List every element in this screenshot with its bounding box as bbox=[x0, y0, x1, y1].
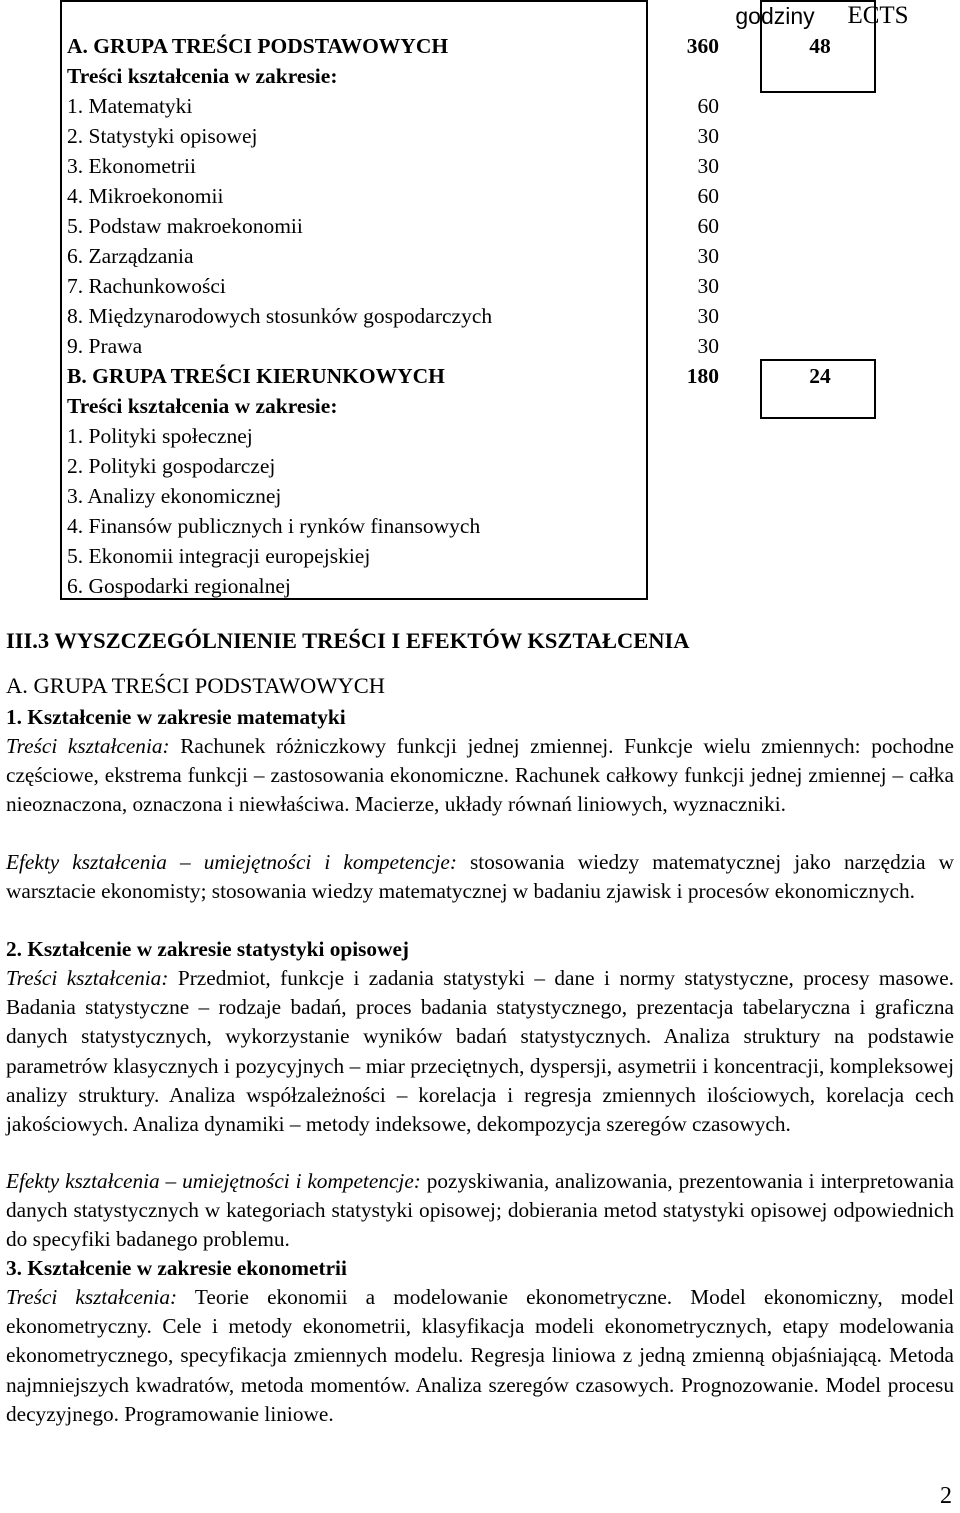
subject-heading: 1. Kształcenie w zakresie matematyki bbox=[6, 705, 346, 729]
group-b-row bbox=[67, 361, 867, 391]
table-row bbox=[67, 121, 867, 151]
table-row bbox=[67, 211, 867, 241]
content-label: Treści kształcenia: bbox=[6, 734, 170, 758]
subject-effects-paragraph bbox=[6, 848, 954, 906]
subject-content-paragraph bbox=[6, 964, 954, 1139]
table-row bbox=[67, 421, 867, 451]
subject-hours: 30 bbox=[697, 274, 719, 298]
subject-content-paragraph bbox=[6, 732, 954, 820]
content-label: Treści kształcenia: bbox=[6, 1285, 178, 1309]
subject-name: 5. Ekonomii integracji europejskiej bbox=[67, 544, 371, 568]
page-number: 2 bbox=[940, 1483, 952, 1509]
subject-name: 6. Zarządzania bbox=[67, 244, 194, 268]
table-row bbox=[67, 301, 867, 331]
subject-heading: 3. Kształcenie w zakresie ekonometrii bbox=[6, 1256, 347, 1280]
group-b-subtitle: Treści kształcenia w zakresie: bbox=[67, 394, 338, 418]
subject-name: 6. Gospodarki regionalnej bbox=[67, 574, 291, 598]
subject-name: 9. Prawa bbox=[67, 334, 143, 358]
header-hours: godziny bbox=[735, 3, 815, 29]
table-row bbox=[67, 571, 867, 601]
subject-hours: 60 bbox=[697, 184, 719, 208]
group-a-subtitle-row bbox=[67, 61, 867, 91]
subject-name: 4. Finansów publicznych i rynków finansowych bbox=[67, 514, 481, 538]
subject-effects-paragraph bbox=[6, 1167, 954, 1255]
subject-hours: 60 bbox=[697, 94, 719, 118]
subject-hours: 60 bbox=[697, 214, 719, 238]
subject-name: 2. Statystyki opisowej bbox=[67, 124, 258, 148]
subject-name: 8. Międzynarodowych stosunków gospodarczych bbox=[67, 304, 493, 328]
subject-heading: 2. Kształcenie w zakresie statystyki opisowej bbox=[6, 937, 410, 961]
content-label: Treści kształcenia: bbox=[6, 966, 169, 990]
curriculum-table bbox=[60, 0, 909, 600]
table-row bbox=[67, 241, 867, 271]
group-a-hours: 360 bbox=[686, 34, 719, 58]
group-a-name: A. GRUPA TREŚCI PODSTAWOWYCH bbox=[67, 34, 449, 58]
subject-content-paragraph bbox=[6, 1283, 954, 1429]
effects-label: Efekty kształcenia – umiejętności i kompetencje: bbox=[6, 1169, 421, 1193]
content-text: Przedmiot, funkcje i zadania statystyki – dane i normy statystyczne, procesy masowe. Badania statystyczne – rodzaje badań, proces badania statystycznego, prezentacja tabelaryczna i graficzna danych statystycznych, wykorzystanie wyników badań statystycznych. Analiza struktury na podstawie parametrów klasycznych i pozycyjnych – miar przeciętnych, dyspersji, asymetrii i koncentracji, kompleksowej analizy struktury. Analiza współzależności – korelacja i regresja zmiennych ilościowych, korelacja cech jakościowych. Analiza dynamiki – metody indeksowe, dekompozycja szeregów czasowych. bbox=[6, 966, 955, 1137]
subject-hours: 30 bbox=[697, 244, 719, 268]
header-ects: ECTS bbox=[847, 2, 909, 29]
table-row bbox=[67, 181, 867, 211]
table-row bbox=[67, 91, 867, 121]
group-b-name: B. GRUPA TREŚCI KIERUNKOWYCH bbox=[67, 364, 445, 388]
table-row bbox=[67, 451, 867, 481]
subject-name: 4. Mikroekonomii bbox=[67, 184, 224, 208]
table-row bbox=[67, 511, 867, 541]
subject-hours: 30 bbox=[697, 124, 719, 148]
subject-hours: 30 bbox=[697, 154, 719, 178]
effects-text: stosowania wiedzy matematycznej jako narzędzia w warsztacie ekonomisty; stosowania wiedzy matematycznej w badaniu zjawisk i procesów ekonomicznych. bbox=[6, 850, 954, 904]
group-b-hours: 180 bbox=[686, 364, 719, 388]
subject-name: 3. Analizy ekonomicznej bbox=[67, 484, 282, 508]
table-row bbox=[67, 481, 867, 511]
content-text: Rachunek różniczkowy funkcji jednej zmiennej. Funkcje wielu zmiennych: pochodne częściowe, ekstrema funkcji – zastosowania ekonomiczne. Rachunek całkowy funkcji jednej zmiennej – całka nieoznaczona, oznaczona i niewłaściwa. Macierze, układy równań liniowych, wyznaczniki. bbox=[6, 734, 954, 817]
content-text: Teorie ekonomii a modelowanie ekonometryczne. Model ekonomiczny, model ekonometryczny. Cele i metody ekonometrii, klasyfikacja modeli ekonometrycznych, etapy modelowania ekonometrycznego, specyfikacja zmiennych modelu. Regresja liniowa z jedną zmienną objaśniającą. Metoda najmniejszych kwadratów, metoda momentów. Analiza szeregów czasowych. Prognozowanie. Model procesu decyzyjnego. Programowanie liniowe. bbox=[6, 1285, 954, 1426]
effects-text: pozyskiwania, analizowania, prezentowania i interpretowania danych statystycznych w kategoriach statystyki opisowej; dobierania metod statystyki opisowej odpowiednich do specyfiki badanego problemu. bbox=[6, 1169, 955, 1252]
table-row bbox=[67, 151, 867, 181]
subject-name: 1. Matematyki bbox=[67, 94, 193, 118]
subject-hours: 30 bbox=[697, 334, 719, 358]
table-row bbox=[67, 271, 867, 301]
table-row bbox=[67, 331, 867, 361]
subject-name: 7. Rachunkowości bbox=[67, 274, 226, 298]
subject-name: 2. Polityki gospodarczej bbox=[67, 454, 276, 478]
subject-name: 5. Podstaw makroekonomii bbox=[67, 214, 303, 238]
group-a-subtitle: Treści kształcenia w zakresie: bbox=[67, 64, 338, 88]
group-a-row bbox=[67, 31, 867, 61]
subject-name: 1. Polityki społecznej bbox=[67, 424, 253, 448]
effects-label: Efekty kształcenia – umiejętności i kompetencje: bbox=[6, 850, 457, 874]
section-title: III.3 WYSZCZEGÓLNIENIE TREŚCI I EFEKTÓW KSZTAŁCENIA bbox=[6, 628, 690, 653]
group-title: A. GRUPA TREŚCI PODSTAWOWYCH bbox=[6, 673, 385, 698]
subject-name: 3. Ekonometrii bbox=[67, 154, 196, 178]
group-a-ects: 48 bbox=[809, 34, 831, 58]
subject-hours: 30 bbox=[697, 304, 719, 328]
group-b-subtitle-row bbox=[67, 391, 867, 421]
group-b-ects: 24 bbox=[809, 364, 831, 388]
table-row bbox=[67, 541, 867, 571]
